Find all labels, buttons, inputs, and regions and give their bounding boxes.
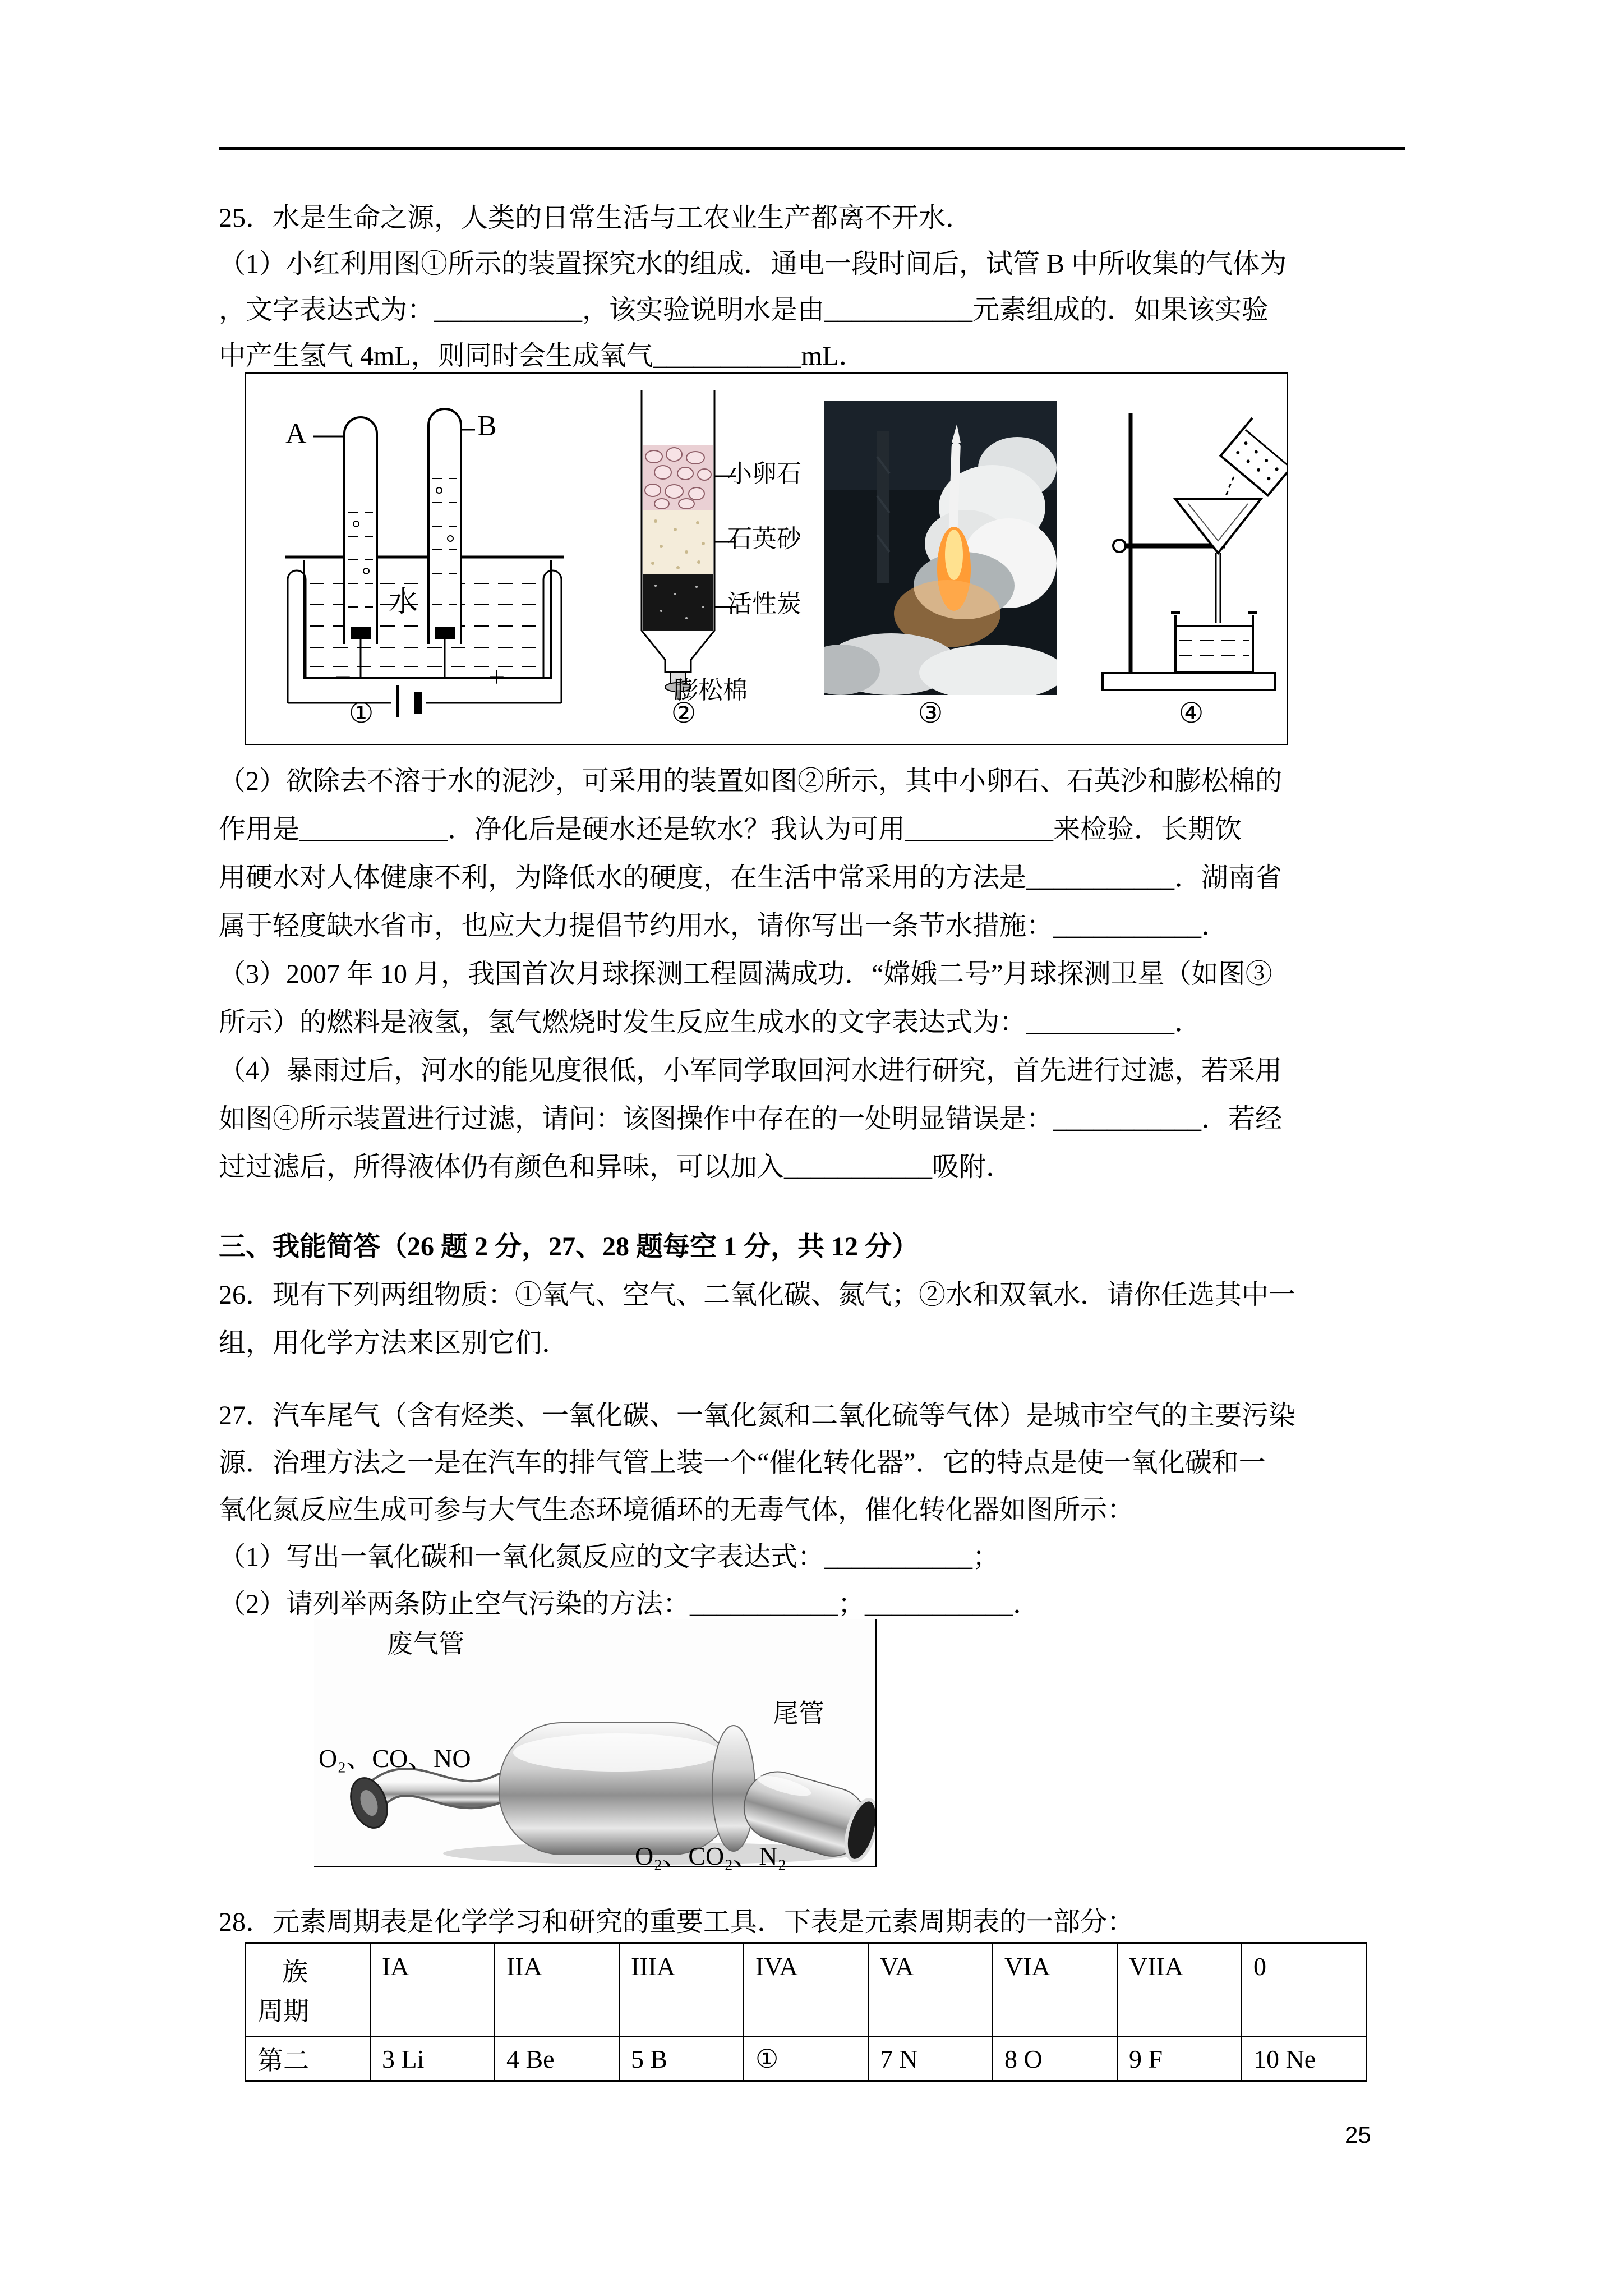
- q25-paragraph: [219, 195, 1464, 379]
- outlet-gases-label: O₂、CO₂、N₂: [635, 1842, 787, 1870]
- group-header-cell: VIIA: [1117, 1943, 1242, 2037]
- text-line: 如图④所示装置进行过滤，请问：该图操作中存在的一处明显错误是：___________．若经: [219, 1104, 1283, 1134]
- periodic-table: [245, 1942, 1367, 2082]
- element-cell: ①: [744, 2037, 868, 2081]
- filtration-diagram: [1090, 403, 1287, 708]
- tube-b-label: B: [477, 410, 497, 442]
- battery-minus-label: −: [335, 661, 352, 693]
- filtration-drawing-icon: [1090, 403, 1287, 708]
- text-line: 28．元素周期表是化学学习和研究的重要工具．下表是元素周期表的一部分：: [219, 1907, 1135, 1937]
- rocket-photo: [824, 401, 1057, 695]
- element-cell: 3 Li: [370, 2037, 495, 2081]
- text-line: （1）写出一氧化碳和一氧化氮反应的文字表达式：___________；: [219, 1542, 1000, 1572]
- figure1-caption: ①: [348, 697, 374, 729]
- q27-paragraph: [219, 1392, 1464, 1628]
- text-line: 中产生氢气 4mL，则同时会生成氧气___________mL．: [219, 341, 866, 371]
- group-header-cell: IVA: [744, 1943, 868, 2037]
- text-line: 26．现有下列两组物质：①氧气、空气、二氧化碳、氮气；②水和双氧水．请你任选其中一: [219, 1280, 1296, 1310]
- group-header-cell: VA: [868, 1943, 993, 2037]
- tube-a-label: A: [285, 418, 307, 450]
- period-axis-label: 周期: [257, 1997, 309, 2026]
- electrolysis-diagram: [251, 380, 598, 717]
- tail-pipe-label: 尾管: [773, 1699, 824, 1728]
- element-cell: 4 Be: [495, 2037, 619, 2081]
- element-cell: 10 Ne: [1242, 2037, 1366, 2081]
- text-line: （1）小红利用图①所示的装置探究水的组成．通电一段时间后，试管 B 中所收集的气体为: [219, 249, 1287, 279]
- figure3-caption: ③: [917, 697, 943, 729]
- text-line: 氧化氮反应生成可参与大气生态环境循环的无毒气体，催化转化器如图所示：: [219, 1495, 1135, 1525]
- water-label: 水: [389, 586, 418, 618]
- text-line: （2）欲除去不溶于水的泥沙，可采用的装置如图②所示，其中小卵石、石英沙和膨松棉的: [219, 766, 1283, 796]
- group-axis-label: 族: [282, 1958, 308, 1986]
- text-line: 用硬水对人体健康不利，为降低水的硬度，在生活中常采用的方法是___________．湖南省: [219, 863, 1283, 892]
- group-header-cell: 0: [1242, 1943, 1366, 2037]
- q26-paragraph: [219, 1271, 1464, 1368]
- group-header-cell: VIA: [993, 1943, 1117, 2037]
- group-header-cell: IA: [370, 1943, 495, 2037]
- q25-figure-strip: [245, 372, 1288, 745]
- text-line: 源．治理方法之一是在汽车的排气管上装一个“催化转化器”．它的特点是使一氧化碳和一: [219, 1448, 1266, 1478]
- catalytic-converter-figure: [314, 1619, 877, 1870]
- text-line: 25．水是生命之源，人类的日常生活与工农业生产都离不开水．: [219, 203, 973, 233]
- figure4-caption: ④: [1178, 697, 1204, 729]
- group-header-cell: IIIA: [619, 1943, 744, 2037]
- pebbles-layer-label: 小卵石: [727, 460, 801, 487]
- text-line: 属于轻度缺水省市，也应大力提倡节约用水，请你写出一条节水措施：___________．: [219, 911, 1229, 941]
- text-line: ，文字表达式为：___________，该实验说明水是由___________元素组成的．如果该实验: [219, 295, 1269, 325]
- text-line: 组，用化学方法来区别它们．: [219, 1328, 569, 1358]
- text-line: 27．汽车尾气（含有烃类、一氧化碳、一氧化氮和二氧化硫等气体）是城市空气的主要污染: [219, 1401, 1296, 1430]
- q25-parts-paragraph: [219, 757, 1464, 1191]
- rocket-photo-icon: [824, 401, 1057, 695]
- section3-heading-block: [219, 1223, 1464, 1271]
- text-line: 过过滤后，所得液体仍有颜色和异味，可以加入___________吸附．: [219, 1152, 1013, 1182]
- battery-plus-label: +: [488, 661, 505, 693]
- element-cell: 5 B: [619, 2037, 744, 2081]
- q28-paragraph: [219, 1898, 1464, 1947]
- period-label-cell: 第二: [246, 2037, 370, 2081]
- periodic-corner-cell: [246, 1943, 370, 2037]
- group-header-cell: IIA: [495, 1943, 619, 2037]
- text-line: 所示）的燃料是液氢，氢气燃烧时发生反应生成水的文字表达式为：___________．: [219, 1007, 1202, 1037]
- text-line: （4）暴雨过后，河水的能见度很低，小军同学取回河水进行研究，首先进行过滤，若采用: [219, 1056, 1283, 1085]
- inlet-gases-label: O₂、CO、NO: [319, 1744, 471, 1773]
- text-line: （2）请列举两条防止空气污染的方法：___________；___________．: [219, 1589, 1040, 1619]
- text-line: （3）2007 年 10 月，我国首次月球探测工程圆满成功．“嫦娥二号”月球探测卫星（如图③: [219, 959, 1272, 989]
- text-line: 作用是___________．净化后是硬水还是软水？我认为可用___________来检验．长期饮: [219, 815, 1242, 844]
- element-cell: 9 F: [1117, 2037, 1242, 2081]
- element-cell: 8 O: [993, 2037, 1117, 2081]
- section-heading: 三、我能简答（26 题 2 分，27、28 题每空 1 分，共 12 分）: [219, 1232, 919, 1262]
- figure2-caption: ②: [671, 697, 697, 729]
- sand-layer-label: 石英砂: [727, 525, 801, 553]
- exhaust-pipe-label: 废气管: [387, 1630, 464, 1658]
- charcoal-layer-label: 活性炭: [727, 590, 801, 618]
- element-cell: 7 N: [868, 2037, 993, 2081]
- page-number: 25: [1345, 2122, 1371, 2148]
- header-rule: [219, 147, 1405, 150]
- cotton-label: 膨松棉: [674, 677, 748, 704]
